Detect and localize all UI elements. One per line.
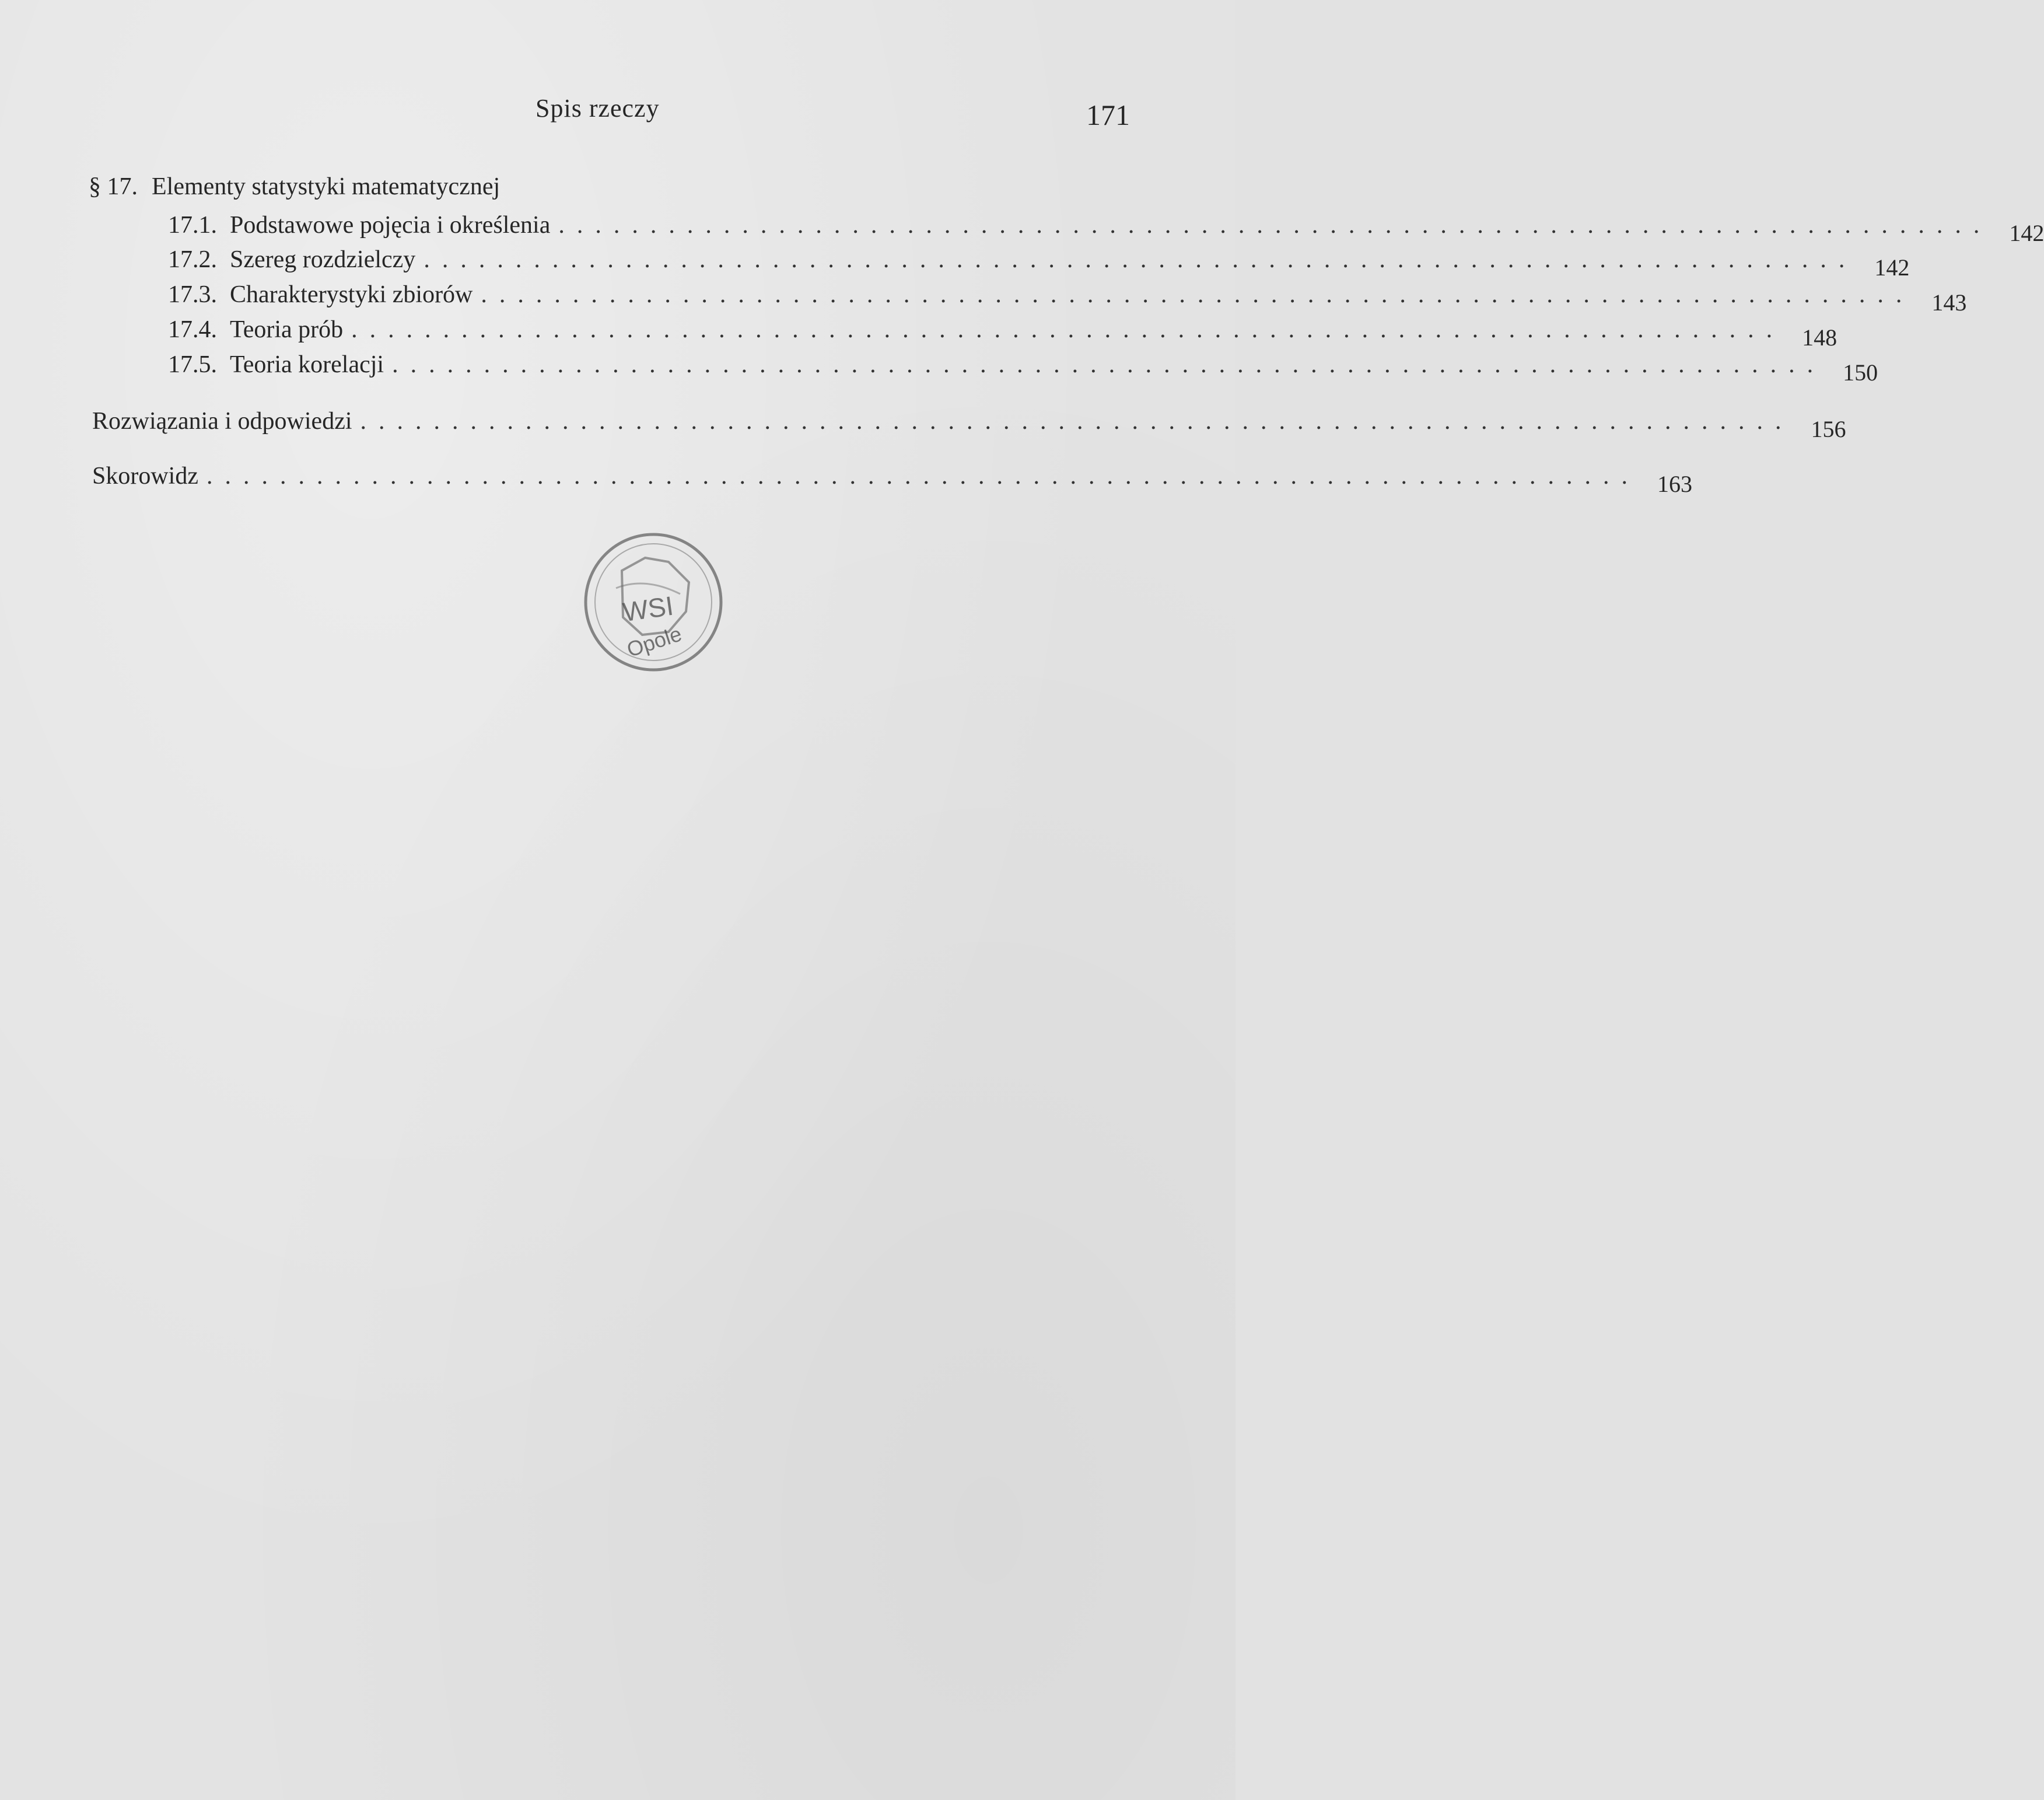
entry-title: Teoria korelacji (230, 351, 384, 378)
section-title: Elementy statystyki matematycznej (152, 173, 501, 200)
library-stamp (581, 530, 726, 674)
toc-entry[interactable] (168, 246, 1910, 281)
entry-page: 163 (1657, 471, 1692, 497)
dot-leader: .............................................................................. (206, 463, 1640, 490)
entry-number: 17.3. (168, 281, 217, 308)
toc-entry[interactable] (168, 316, 1838, 351)
entry-page: 148 (1802, 324, 1838, 351)
section-heading (89, 173, 500, 201)
entry-title: Charakterystyki zbiorów (230, 281, 473, 308)
page-number: 171 (1086, 99, 1130, 131)
toc-entry[interactable] (168, 281, 1967, 316)
svg-text:WSI: WSI (621, 590, 676, 628)
entry-page: 156 (1811, 416, 1846, 442)
toc-entry[interactable] (92, 462, 1692, 497)
entry-title: Szereg rozdzielczy (230, 246, 416, 273)
entry-number: 17.4. (168, 316, 217, 343)
section-number: § 17. (89, 173, 138, 200)
entry-page: 142 (1874, 254, 1910, 281)
entry-page: 143 (1931, 289, 1967, 316)
running-head: Spis rzeczy (536, 94, 660, 123)
toc-entry[interactable] (92, 407, 1846, 442)
dot-leader: .............................................................................. (558, 212, 1992, 239)
dot-leader: .............................................................................. (424, 246, 1857, 273)
toc-entry[interactable] (168, 211, 2044, 246)
entry-number: 17.5. (168, 351, 217, 378)
toc-entry[interactable] (168, 351, 1878, 386)
entry-title: Skorowidz (92, 463, 198, 490)
entry-title: Podstawowe pojęcia i określenia (230, 212, 551, 239)
entry-title: Rozwiązania i odpowiedzi (92, 408, 352, 435)
dot-leader: .............................................................................. (360, 408, 1794, 435)
entry-page: 142 (2009, 220, 2044, 246)
entry-number: 17.1. (168, 212, 217, 239)
dot-leader: .............................................................................. (481, 281, 1915, 308)
entry-title: Teoria prób (230, 316, 344, 343)
entry-page: 150 (1843, 359, 1878, 386)
svg-text:Opole: Opole (624, 621, 685, 662)
dot-leader: .............................................................................. (351, 316, 1785, 343)
dot-leader: .............................................................................. (392, 351, 1826, 378)
entry-number: 17.2. (168, 246, 217, 273)
